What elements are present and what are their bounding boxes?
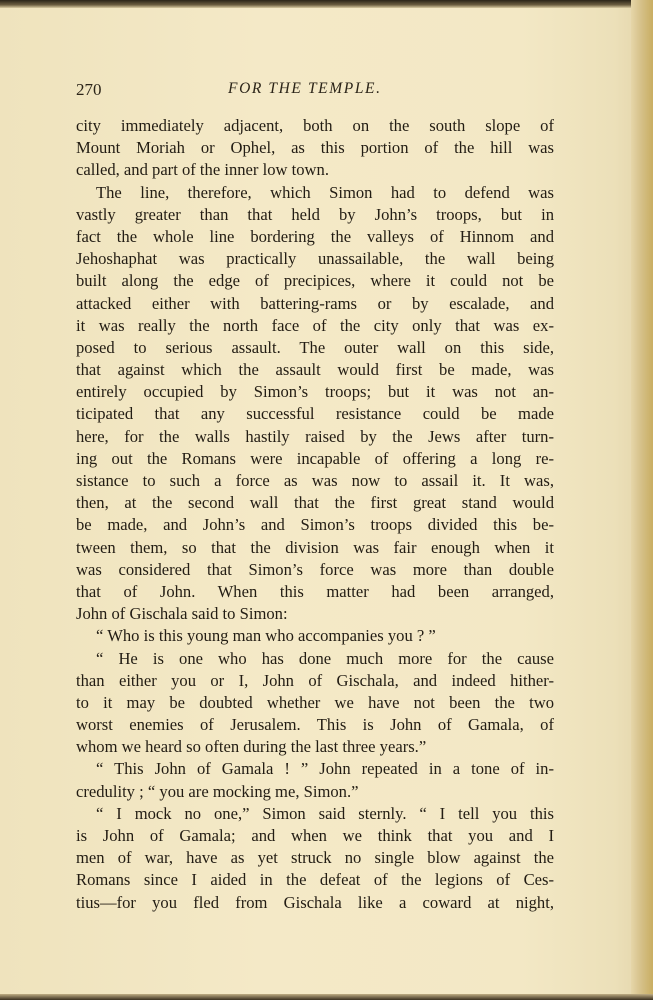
- text-line: then, at the second wall that the first great stand would: [76, 493, 554, 513]
- text-line: tween them, so that the division was fair enough when it: [76, 537, 554, 557]
- text-line: The line, therefore, which Simon had to defend was: [96, 182, 554, 202]
- running-title: FOR THE TEMPLE.: [228, 80, 382, 97]
- text-line: to it may be doubted whether we have not been the two: [76, 692, 554, 712]
- text-line: entirely occupied by Simon’s troops; but it was not an-: [76, 382, 554, 402]
- text-line: whom we heard so often during the last three years.”: [76, 737, 427, 757]
- text-line: here, for the walls hastily raised by the Jews after turn-: [76, 426, 554, 446]
- text-line: is John of Gamala; and when we think that you and I: [76, 826, 554, 845]
- text-line: “ Who is this young man who accompanies you ? ”: [96, 626, 436, 646]
- text-line: credulity ; “ you are mocking me, Simon.”: [76, 781, 359, 801]
- text-line: fact the whole line bordering the valleys of Hinnom and: [76, 226, 554, 246]
- text-line: ticipated that any successful resistance could be made: [76, 404, 554, 424]
- text-line: worst enemies of Jerusalem. This is John of Gamala, of: [76, 715, 554, 735]
- body-text: [76, 115, 554, 914]
- text-line: was considered that Simon’s force was more than double: [76, 559, 554, 579]
- text-line: that of John. When this matter had been arranged,: [76, 581, 554, 601]
- text-line: men of war, have as yet struck no single blow against the: [76, 848, 554, 868]
- text-line: be made, and John’s and Simon’s troops divided this be-: [76, 515, 554, 535]
- text-line: vastly greater than that held by John’s troops, but in: [76, 204, 554, 224]
- text-line: sistance to such a force as was now to assail it. It was,: [76, 471, 554, 490]
- text-line: John of Gischala said to Simon:: [76, 604, 288, 624]
- page-number: 270: [76, 80, 102, 99]
- text-line: ing out the Romans were incapable of offering a long re-: [76, 448, 554, 468]
- text-line: than either you or I, John of Gischala, and indeed hither-: [76, 670, 554, 690]
- text-line: Jehoshaphat was practically unassailable, the wall being: [76, 249, 554, 269]
- page-right-edge: [631, 0, 653, 1000]
- page-top-edge: [0, 0, 653, 8]
- text-line: called, and part of the inner low town.: [76, 160, 329, 180]
- text-line: “ He is one who has done much more for the cause: [96, 648, 554, 668]
- text-line: posed to serious assault. The outer wall on this side,: [76, 337, 554, 357]
- text-line: that against which the assault would first be made, was: [76, 360, 554, 380]
- text-line: attacked either with battering-rams or by escalade, and: [76, 293, 554, 313]
- text-line: Romans since I aided in the defeat of the legions of Ces-: [76, 870, 554, 890]
- text-line: Mount Moriah or Ophel, as this portion of the hill was: [76, 138, 554, 158]
- text-line: it was really the north face of the city only that was ex-: [76, 315, 554, 335]
- text-line: “ I mock no one,” Simon said sternly. “ I tell you this: [96, 803, 554, 823]
- page-bottom-edge: [0, 994, 653, 1000]
- running-head: [76, 80, 554, 104]
- text-line: built along the edge of precipices, where it could not be: [76, 271, 554, 291]
- text-line: city immediately adjacent, both on the south slope of: [76, 116, 554, 135]
- text-line: “ This John of Gamala ! ” John repeated in a tone of in-: [96, 759, 554, 779]
- text-line: tius—for you fled from Gischala like a coward at night,: [76, 892, 554, 912]
